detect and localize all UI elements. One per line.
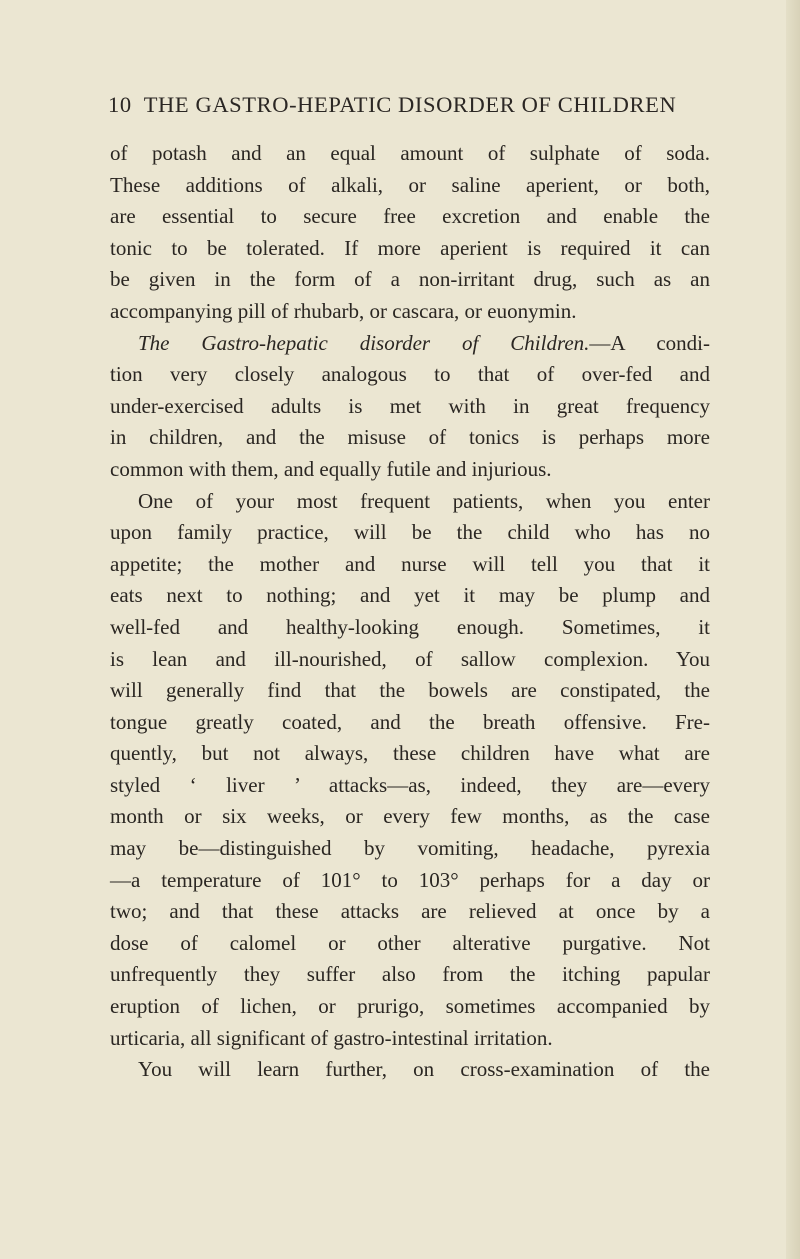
text-line: be given in the form of a non-irritant drug, such as an: [110, 267, 710, 292]
text-line: tonic to be tolerated. If more aperient is required it can: [110, 235, 710, 260]
body-text: [110, 138, 710, 1086]
text-line: quently, but not always, these children have what are: [110, 741, 710, 766]
text-line: two; and that these attacks are relieved at once by a: [110, 899, 710, 924]
section-heading-line: [110, 328, 710, 360]
text-line: well-fed and healthy-looking enough. Sometimes, it: [110, 614, 710, 639]
text-line: tongue greatly coated, and the breath offensive. Fre-: [110, 709, 710, 734]
text-line: common with them, and equally futile and injurious.: [110, 456, 552, 481]
page-edge-shadow: [786, 0, 800, 1259]
text-line: month or six weeks, or every few months, as the case: [110, 804, 710, 829]
text-line: eruption of lichen, or prurigo, sometimes accompanied by: [110, 994, 710, 1019]
text-line: styled ‘ liver ’ attacks—as, indeed, they are—every: [110, 772, 710, 797]
text-line: One of your most frequent patients, when you enter: [138, 488, 710, 513]
text-line: dose of calomel or other alterative purgative. Not: [110, 930, 710, 955]
text-line: will generally find that the bowels are constipated, the: [110, 678, 710, 703]
text-line: appetite; the mother and nurse will tell you that it: [110, 551, 710, 576]
running-header-title: THE GASTRO-HEPATIC DISORDER OF CHILDREN: [143, 92, 677, 117]
text-line: of potash and an equal amount of sulphate of soda.: [110, 141, 710, 165]
text-line: accompanying pill of rhubarb, or cascara, or euonymin.: [110, 298, 577, 323]
section-heading: The Gastro-hepatic disorder of Children.: [138, 330, 590, 355]
text-line: tion very closely analogous to that of over-fed and: [110, 362, 710, 387]
text-line: You will learn further, on cross-examination of the: [138, 1057, 710, 1082]
text-line: —a temperature of 101° to 103° perhaps for a day or: [110, 867, 710, 892]
running-header: [108, 92, 708, 118]
text-line: are essential to secure free excretion and enable the: [110, 204, 710, 229]
text-line: under-exercised adults is met with in great frequency: [110, 393, 710, 418]
text-line: may be—distinguished by vomiting, headache, pyrexia: [110, 836, 710, 861]
text-line: These additions of alkali, or saline aperient, or both,: [110, 172, 710, 197]
text-line: unfrequently they suffer also from the itching papular: [110, 962, 710, 987]
section-heading-rest: —A condi-: [589, 330, 710, 355]
text-line: upon family practice, will be the child who has no: [110, 520, 710, 545]
text-line: eats next to nothing; and yet it may be plump and: [110, 583, 710, 608]
text-line: in children, and the misuse of tonics is perhaps more: [110, 425, 710, 450]
text-line: is lean and ill-nourished, of sallow complexion. You: [110, 646, 710, 671]
text-line: urticaria, all significant of gastro-intestinal irritation.: [110, 1025, 553, 1050]
page-number: 10: [108, 92, 132, 117]
